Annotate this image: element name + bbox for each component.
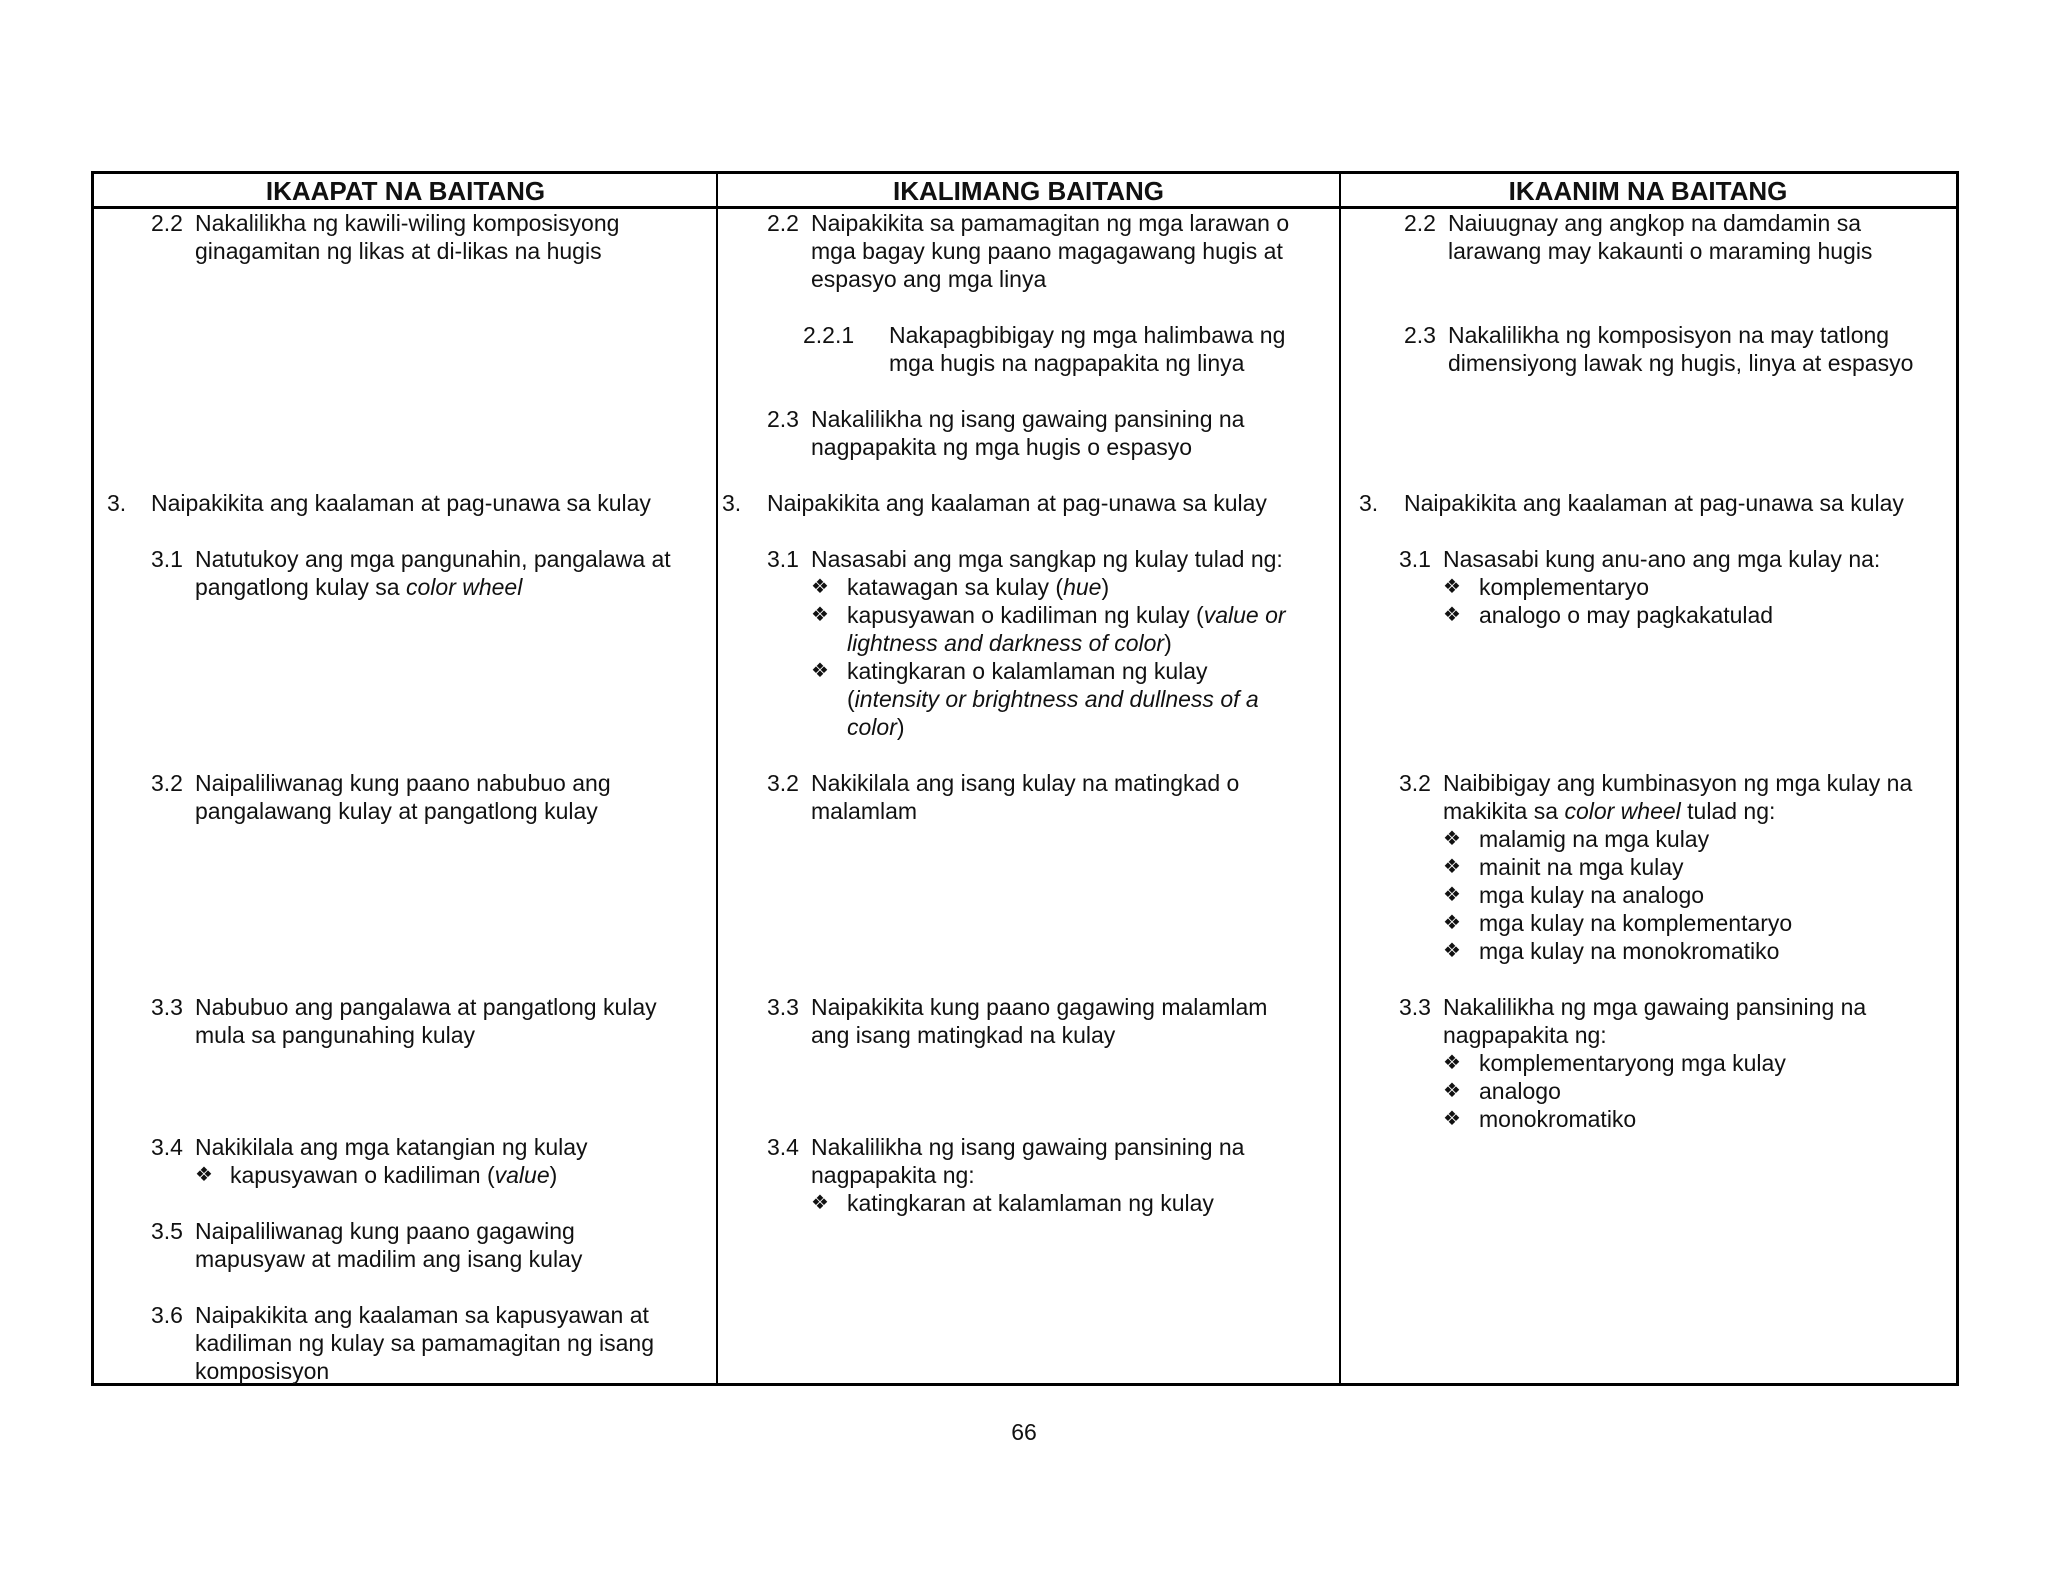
bullet-text: mga kulay na monokromatiko (1479, 938, 1780, 964)
bullet-text: katingkaran at kalamlaman ng kulay (847, 1190, 1214, 1216)
item-text: Nabubuo ang pangalawa at pangatlong kulay (195, 994, 657, 1020)
bullet-diamond-icon: ❖ (811, 660, 829, 682)
item-text: Naibibigay ang kumbinasyon ng mga kulay na (1443, 770, 1913, 796)
item-text: makikita sa color wheel tulad ng: (1443, 798, 1776, 824)
item-text: mga bagay kung paano magagawang hugis at (811, 238, 1283, 264)
bullet-diamond-icon: ❖ (1443, 1108, 1461, 1130)
item-number: 3.2 (1399, 770, 1431, 796)
item-number: 3.6 (151, 1302, 183, 1328)
item-number: 3.1 (1399, 546, 1431, 572)
item-number: 3.1 (767, 546, 799, 572)
item-text: Nakikilala ang isang kulay na matingkad o (811, 770, 1240, 796)
item-number: 2.2.1 (803, 322, 855, 348)
table-header-row (94, 174, 1956, 209)
section-number: 3. (722, 490, 742, 516)
bullet-diamond-icon: ❖ (1443, 1052, 1461, 1074)
item-number: 3.3 (1399, 994, 1431, 1020)
bullet-diamond-icon: ❖ (811, 576, 829, 598)
bullet-text: komplementaryo (1479, 574, 1650, 600)
section-text: Naipakikita ang kaalaman at pag-unawa sa kulay (1404, 490, 1904, 516)
item-text: mula sa pangunahing kulay (195, 1022, 476, 1048)
item-text: ang isang matingkad na kulay (811, 1022, 1116, 1048)
bullet-diamond-icon: ❖ (1443, 912, 1461, 934)
item-text: malamlam (811, 798, 918, 824)
item-text: ginagamitan ng likas at di-likas na hugis (195, 238, 602, 264)
bullet-diamond-icon: ❖ (811, 1192, 829, 1214)
item-text: komposisyon (195, 1358, 330, 1384)
item-text: nagpapakita ng mga hugis o espasyo (811, 434, 1193, 460)
item-text: Nakalilikha ng mga gawaing pansining na (1443, 994, 1867, 1020)
bullet-diamond-icon: ❖ (811, 604, 829, 626)
item-text: pangalawang kulay at pangatlong kulay (195, 798, 598, 824)
bullet-text: malamig na mga kulay (1479, 826, 1710, 852)
bullet-text: monokromatiko (1479, 1106, 1637, 1132)
bullet-text: katingkaran o kalamlaman ng kulay (847, 658, 1208, 684)
column-grade-5 (717, 209, 1339, 1383)
item-text: Nakapagbibigay ng mga halimbawa ng (889, 322, 1286, 348)
bullet-diamond-icon: ❖ (1443, 856, 1461, 878)
bullet-text: lightness and darkness of color) (847, 630, 1172, 656)
section-text: Naipakikita ang kaalaman at pag-unawa sa kulay (767, 490, 1267, 516)
item-text: espasyo ang mga linya (811, 266, 1047, 292)
bullet-text: mga kulay na analogo (1479, 882, 1705, 908)
bullet-diamond-icon: ❖ (1443, 884, 1461, 906)
bullet-text: kapusyawan o kadiliman ng kulay (value or (847, 602, 1286, 628)
item-text: Nakikilala ang mga katangian ng kulay (195, 1134, 588, 1160)
header-grade-5: IKALIMANG BAITANG (892, 176, 1165, 206)
item-number: 2.3 (767, 406, 799, 432)
bullet-text: color) (847, 714, 905, 740)
bullet-text: kapusyawan o kadiliman (value) (230, 1162, 558, 1188)
item-number: 3.2 (151, 770, 183, 796)
item-text: nagpapakita ng: (1443, 1022, 1607, 1048)
item-text: pangatlong kulay sa color wheel (195, 574, 523, 600)
column-grade-6 (1340, 209, 1956, 1383)
bullet-text: mga kulay na komplementaryo (1479, 910, 1793, 936)
column-grade-4 (94, 209, 716, 1383)
bullet-text: komplementaryong mga kulay (1479, 1050, 1786, 1076)
item-text: mapusyaw at madilim ang isang kulay (195, 1246, 583, 1272)
item-number: 3.3 (151, 994, 183, 1020)
bullet-diamond-icon: ❖ (1443, 1080, 1461, 1102)
curriculum-table (91, 171, 1959, 1386)
item-text: Naipakikita sa pamamagitan ng mga larawan o (811, 210, 1290, 236)
bullet-text: analogo (1479, 1078, 1561, 1104)
item-text: Nakalilikha ng isang gawaing pansining na (811, 1134, 1245, 1160)
item-text: Naipaliliwanag kung paano nabubuo ang (195, 770, 611, 796)
item-text: Nakalilikha ng kawili-wiling komposisyong (195, 210, 620, 236)
item-text: nagpapakita ng: (811, 1162, 975, 1188)
item-text: dimensiyong lawak ng hugis, linya at espasyo (1448, 350, 1914, 376)
item-number: 2.3 (1404, 322, 1436, 348)
bullet-text: mainit na mga kulay (1479, 854, 1684, 880)
bullet-text: analogo o may pagkakatulad (1479, 602, 1774, 628)
item-number: 2.2 (151, 210, 183, 236)
section-text: Naipakikita ang kaalaman at pag-unawa sa kulay (151, 490, 651, 516)
item-text: Nasasabi ang mga sangkap ng kulay tulad ng: (811, 546, 1283, 572)
header-grade-4: IKAAPAT NA BAITANG (265, 176, 546, 206)
item-text: larawang may kakaunti o maraming hugis (1448, 238, 1873, 264)
item-text: kadiliman ng kulay sa pamamagitan ng isang (195, 1330, 654, 1356)
item-number: 3.2 (767, 770, 799, 796)
item-number: 2.2 (767, 210, 799, 236)
bullet-diamond-icon: ❖ (1443, 604, 1461, 626)
item-number: 3.3 (767, 994, 799, 1020)
item-text: mga hugis na nagpapakita ng linya (889, 350, 1245, 376)
item-text: Naipakikita kung paano gagawing malamlam (811, 994, 1268, 1020)
item-text: Natutukoy ang mga pangunahin, pangalawa at (195, 546, 671, 572)
item-number: 3.1 (151, 546, 183, 572)
item-number: 3.4 (767, 1134, 799, 1160)
item-text: Nakalilikha ng komposisyon na may tatlong (1448, 322, 1890, 348)
bullet-diamond-icon: ❖ (195, 1164, 213, 1186)
bullet-diamond-icon: ❖ (1443, 828, 1461, 850)
item-number: 3.4 (151, 1134, 183, 1160)
item-text: Nakalilikha ng isang gawaing pansining na (811, 406, 1245, 432)
item-number: 3.5 (151, 1218, 183, 1244)
header-grade-6: IKAANIM NA BAITANG (1508, 176, 1788, 206)
bullet-diamond-icon: ❖ (1443, 576, 1461, 598)
item-number: 2.2 (1404, 210, 1436, 236)
section-number: 3. (107, 490, 127, 516)
item-text: Naipaliliwanag kung paano gagawing (195, 1218, 575, 1244)
bullet-text: (intensity or brightness and dullness of a (847, 686, 1259, 712)
page-number: 66 (1011, 1419, 1037, 1445)
bullet-text: katawagan sa kulay (hue) (847, 574, 1110, 600)
bullet-diamond-icon: ❖ (1443, 940, 1461, 962)
section-number: 3. (1359, 490, 1379, 516)
item-text: Nasasabi kung anu-ano ang mga kulay na: (1443, 546, 1881, 572)
item-text: Naiuugnay ang angkop na damdamin sa (1448, 210, 1862, 236)
item-text: Naipakikita ang kaalaman sa kapusyawan at (195, 1302, 649, 1328)
